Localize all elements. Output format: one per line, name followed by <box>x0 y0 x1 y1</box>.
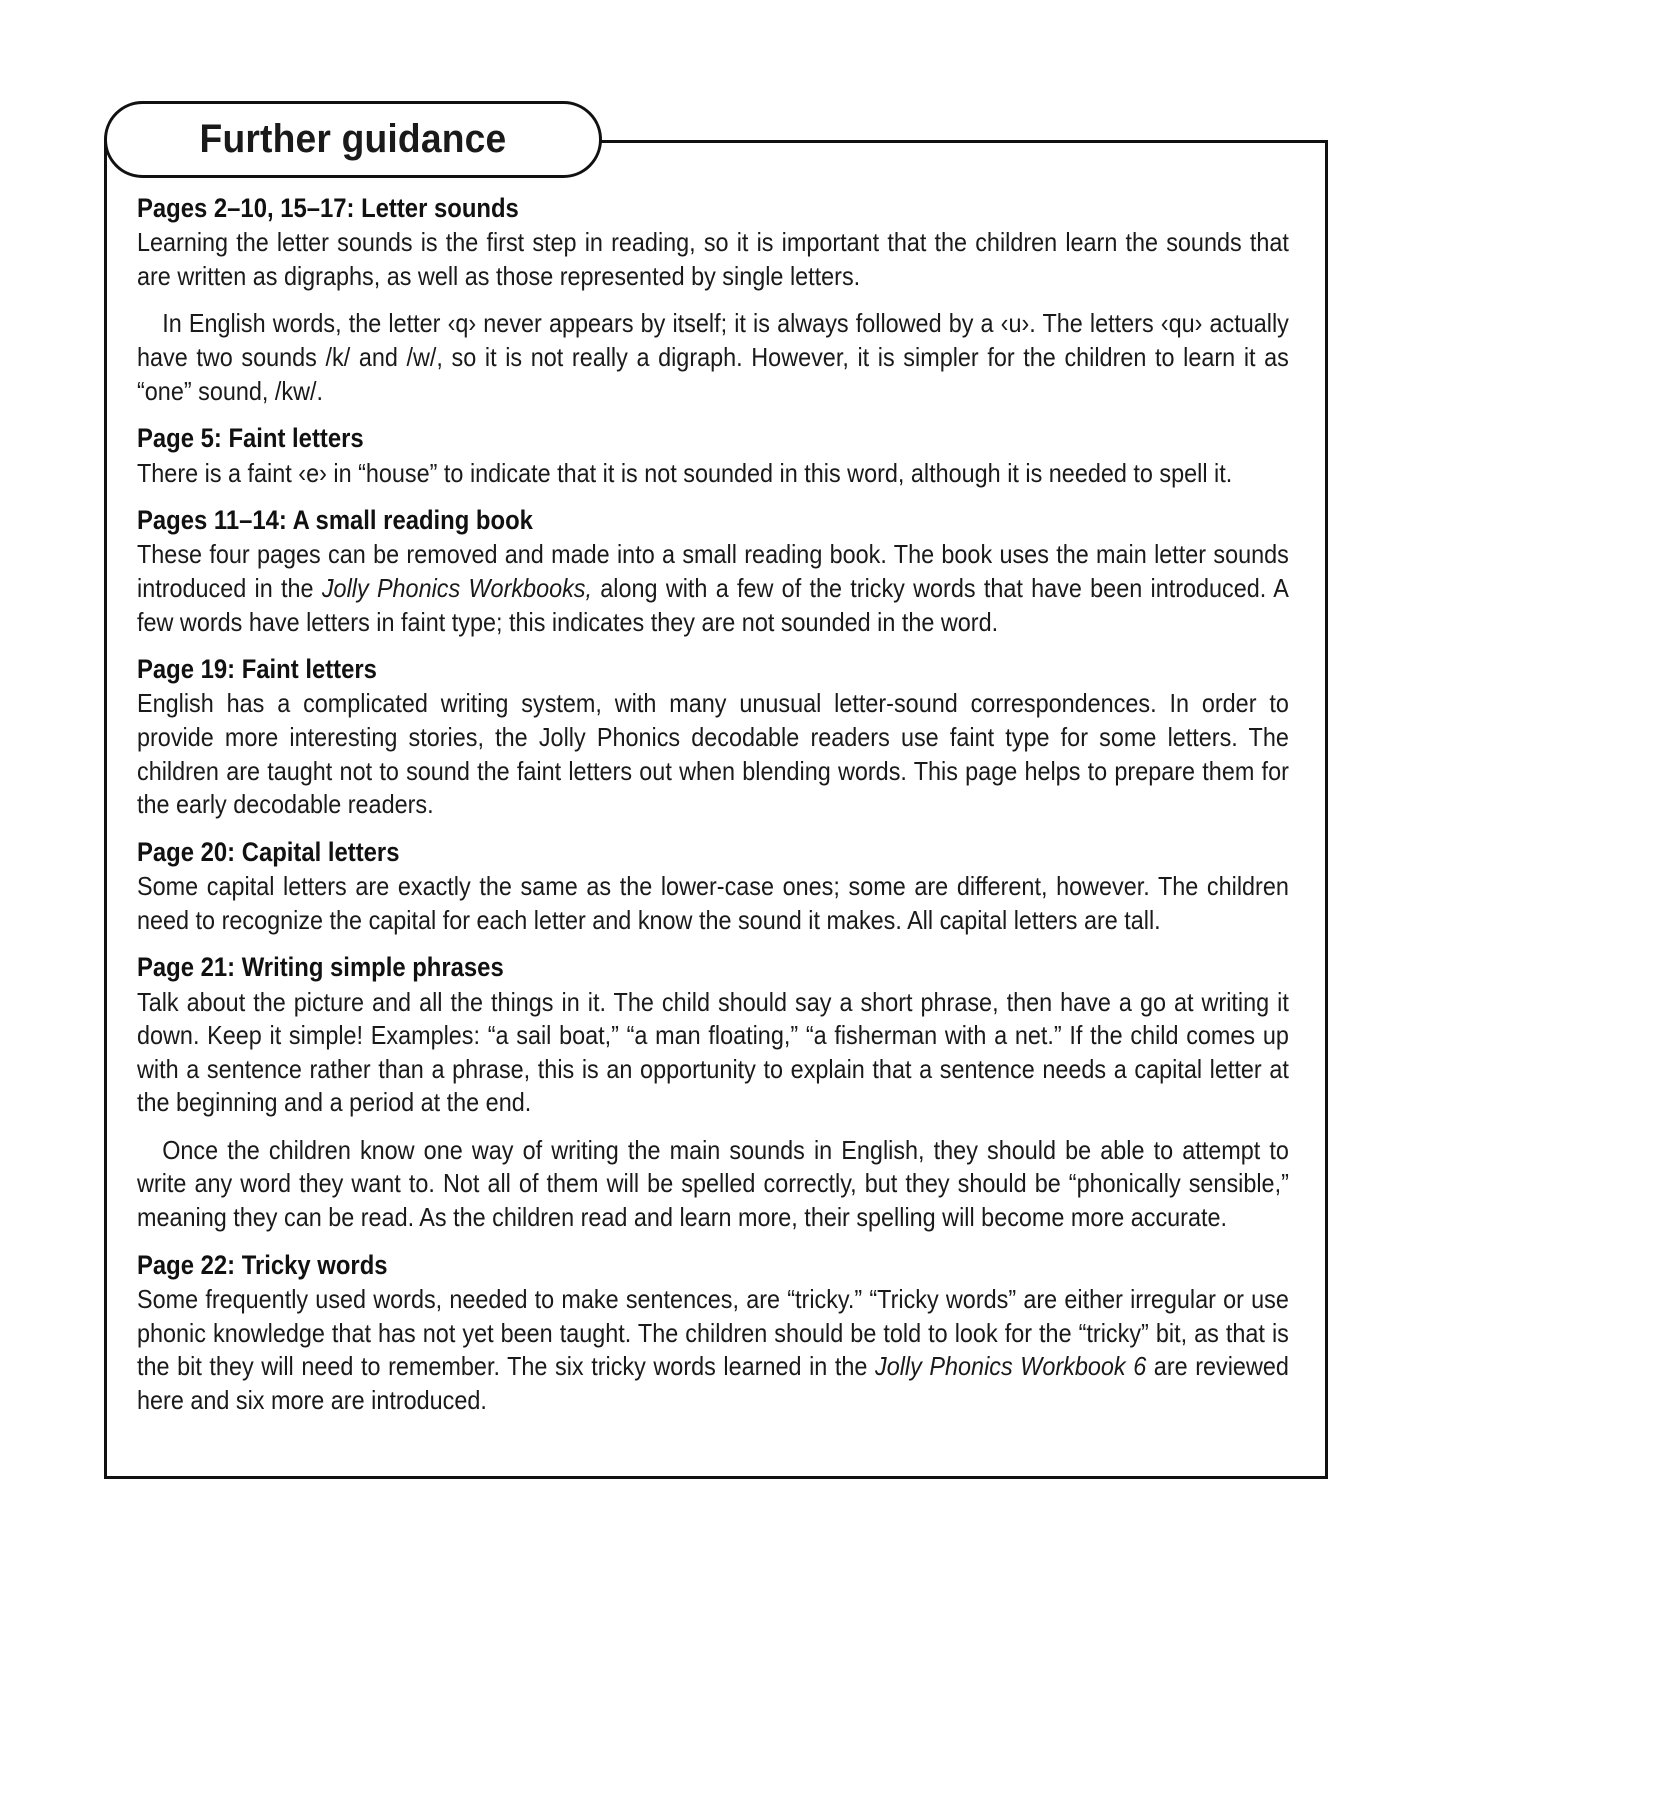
section-paragraph <box>137 870 1289 937</box>
section-paragraph <box>137 687 1289 821</box>
section-paragraph <box>137 1134 1289 1235</box>
text-run: Once the children know one way of writing the main sounds in English, they should be able to attempt to write any word they want to. Not all of them will be spelled correctly, but they should be “phonically sensible,” meaning they can be read. As the children read and learn more, their spelling will become more accurate. <box>137 1134 1289 1233</box>
further-guidance-title-pill <box>104 101 602 178</box>
section-heading: Pages 2–10, 15–17: Letter sounds <box>137 193 519 223</box>
text-run: These four pages can be removed and made into a small reading book. The book uses the main letter sounds introduced in the <box>137 539 1289 603</box>
guidance-section <box>137 505 1289 639</box>
section-heading: Pages 11–14: A small reading book <box>137 505 533 536</box>
section-heading: Page 21: Writing simple phrases <box>137 952 504 983</box>
guidance-section <box>137 837 1289 937</box>
text-run: along with a few of the tricky words that have been introduced. A few words have letters in faint type; this indicates they are not sounded in the word. <box>137 572 1289 637</box>
text-run: are reviewed here and six more are introduced. <box>137 1351 1289 1415</box>
text-run: Some frequently used words, needed to make sentences, are “tricky.” “Tricky words” are either irregular or use phonic knowledge that has not yet been taught. The children should be told to look for the “tricky” bit, as that is the bit they will need to remember. The six tricky words learned in the <box>137 1283 1289 1382</box>
section-paragraph <box>137 986 1289 1120</box>
section-heading: Page 5: Faint letters <box>137 423 364 454</box>
section-paragraph <box>137 307 1289 408</box>
guidance-section <box>137 423 1289 490</box>
text-run: Some capital letters are exactly the same as the lower-case ones; some are different, however. The children need to recognize the capital for each letter and know the sound it makes. All capital letters are tall. <box>137 871 1289 935</box>
text-run: Learning the letter sounds is the first step in reading, so it is important that the children learn the sounds that are written as digraphs, as well as those represented by single letters. <box>137 227 1289 291</box>
guidance-section <box>137 193 1289 408</box>
section-heading: Page 22: Tricky words <box>137 1249 388 1280</box>
section-paragraph <box>137 538 1289 639</box>
italic-text-run: Jolly Phonics Workbook 6 <box>875 1351 1147 1382</box>
text-run: There is a faint ‹e› in “house” to indicate that it is not sounded in this word, although it is needed to spell it. <box>137 457 1233 488</box>
text-run: English has a complicated writing system, with many unusual letter-sound correspondences. In order to provide more interesting stories, the Jolly Phonics decodable readers use faint type for some letters. The children are taught not to sound the faint letters out when blending words. This page helps to prepare them for the early decodable readers. <box>137 688 1289 820</box>
section-heading: Page 19: Faint letters <box>137 654 377 685</box>
text-run: In English words, the letter ‹q› never appears by itself; it is always followed by a ‹u›. The letters ‹qu› actually have two sounds /k/ and /w/, so it is not really a digraph. However, it is simpler for the children to learn it as “one” sound, /kw/. <box>137 308 1289 406</box>
section-heading: Page 20: Capital letters <box>137 836 400 867</box>
guidance-section <box>137 952 1289 1234</box>
guidance-content <box>137 193 1289 1417</box>
italic-text-run: Jolly Phonics Workbooks, <box>321 572 593 603</box>
page-title: Further guidance <box>199 117 507 161</box>
text-run: Talk about the picture and all the things in it. The child should say a short phrase, then have a go at writing it down. Keep it simple! Examples: “a sail boat,” “a man floating,” “a fisherman with a net.” If the child comes up with a sentence rather than a phrase, this is an opportunity to explain that a sentence needs a capital letter at the beginning and a period at the end. <box>137 986 1289 1118</box>
section-paragraph <box>137 1283 1289 1417</box>
guidance-section <box>137 654 1289 822</box>
section-paragraph <box>137 457 1289 491</box>
guidance-section <box>137 1250 1289 1418</box>
section-paragraph <box>137 226 1289 293</box>
